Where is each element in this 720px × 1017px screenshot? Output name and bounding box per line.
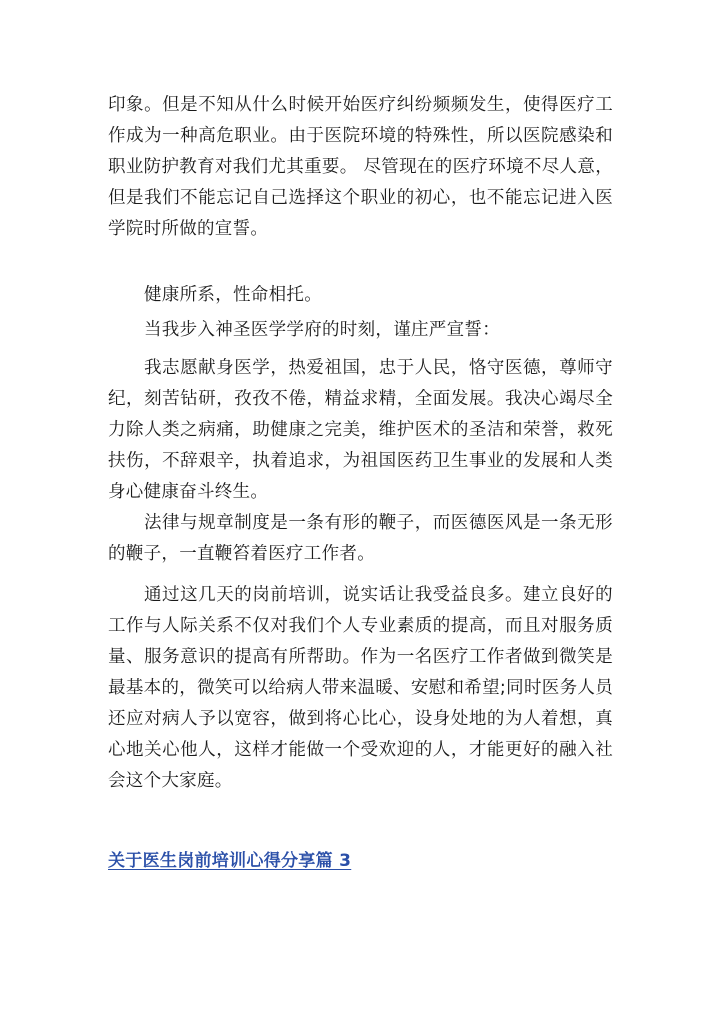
section-heading-link[interactable]: 关于医生岗前培训心得分享篇 3 [108, 851, 352, 871]
paragraph-training: 通过这几天的岗前培训，说实话让我受益良多。建立良好的工作与人际关系不仅对我们个人专业素质的提高，而且对服务质量、服务意识的提高有所帮助。作为一名医疗工作者做到微笑是最基本的，微笑可以给病人带来温暖、安慰和希望;同时医务人员还应对病人予以宽容，做到将心比心，设身处地的为人着想，真心地关心他人，这样才能做一个受欢迎的人，才能更好的融入社会这个大家庭。 [108, 585, 613, 791]
paragraph-oath-line-1: 健康所系，性命相托。 [144, 285, 322, 305]
paragraph-1: 印象。但是不知从什么时候开始医疗纠纷频频发生，使得医疗工作成为一种高危职业。由于医院环境的特殊性，所以医院感染和职业防护教育对我们尤其重要。 尽管现在的医疗环境不尽人意，但是我们不能忘记自己选择这个职业的初心，也不能忘记进入医学院时所做的宣誓。 [108, 95, 613, 239]
paragraph-oath-body: 我志愿献身医学，热爱祖国，忠于人民，恪守医德，尊师守纪，刻苦钻研，孜孜不倦，精益求精，全面发展。我决心竭尽全力除人类之病痛，助健康之完美，维护医术的圣洁和荣誉，救死扶伤，不辞艰辛，执着追求，为祖国医药卫生事业的发展和人类身心健康奋斗终生。 [108, 358, 613, 502]
paragraph-oath-line-2: 当我步入神圣医学学府的时刻，谨庄严宣誓： [144, 320, 500, 340]
paragraph-law-ethics: 法律与规章制度是一条有形的鞭子，而医德医风是一条无形的鞭子，一直鞭笞着医疗工作者。 [108, 513, 613, 564]
